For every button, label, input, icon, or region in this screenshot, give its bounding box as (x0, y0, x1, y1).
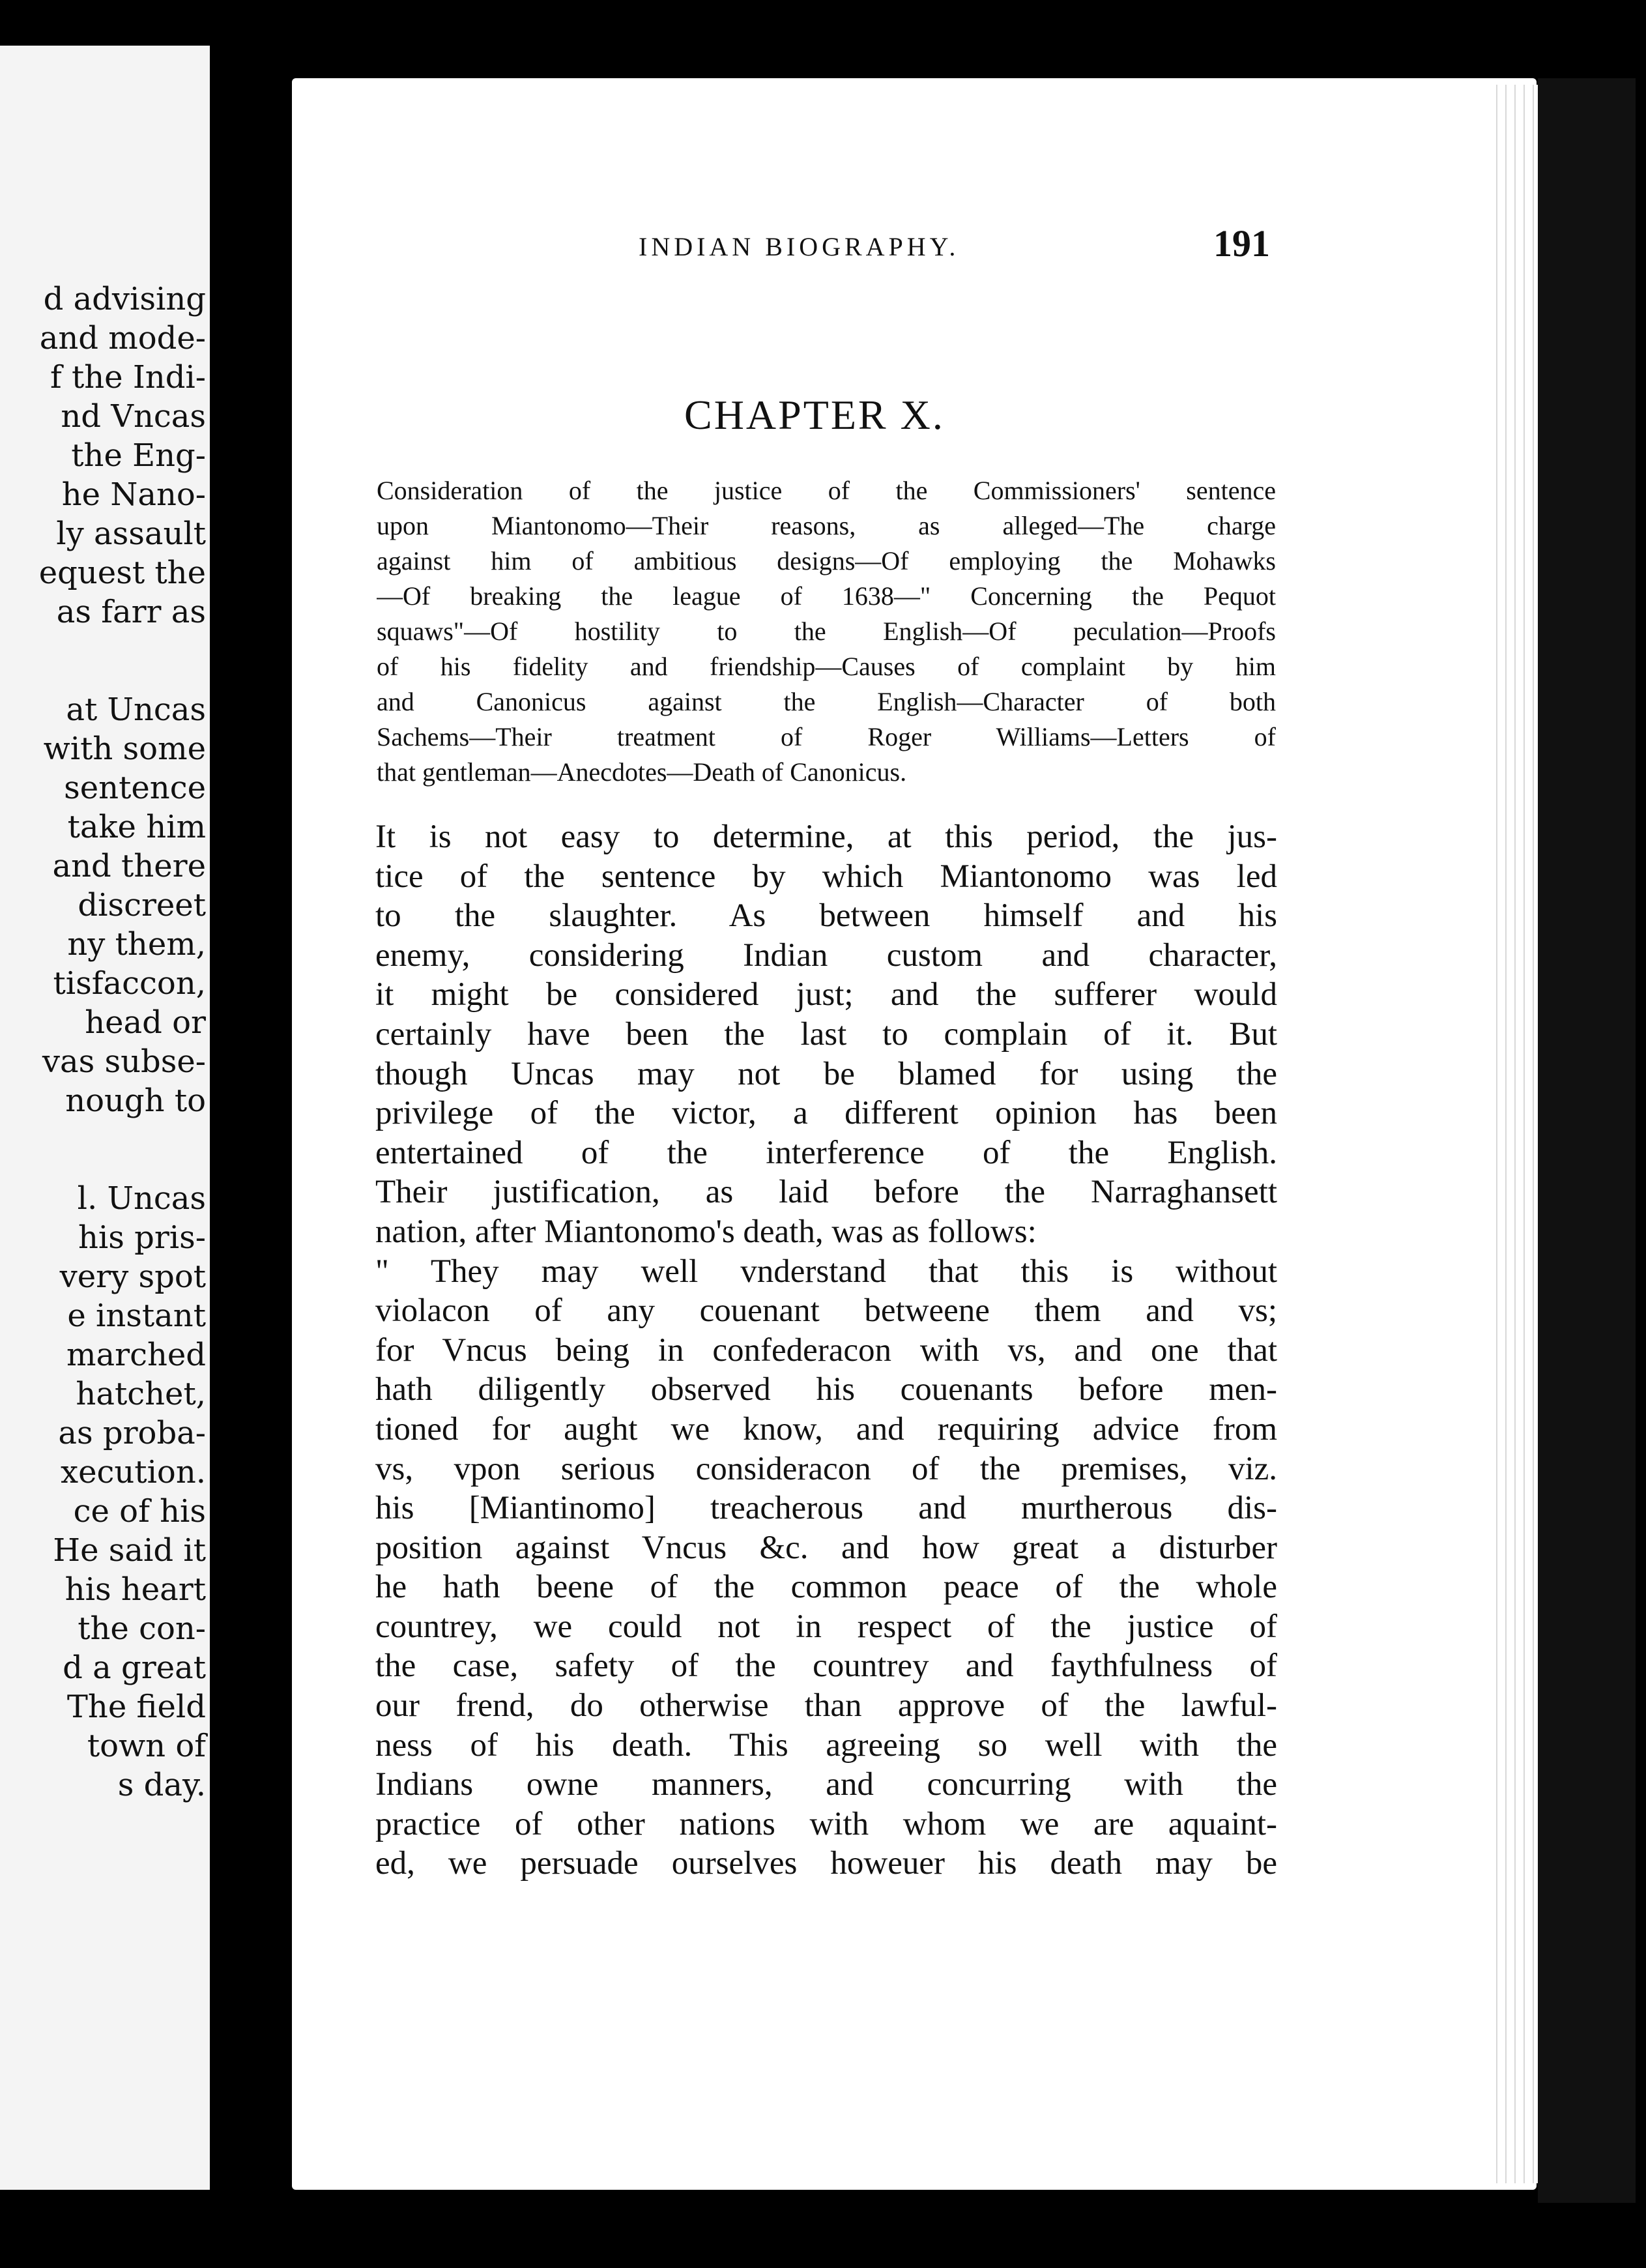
synopsis-line: that gentleman—Anecdotes—Death of Canonicus. (377, 757, 907, 787)
facing-page-line: xecution. (61, 1454, 206, 1490)
facing-page-line: d a great (63, 1650, 206, 1686)
body-line: his [Miantinomo] treacherous and murtherous dis- (375, 1490, 1277, 1527)
facing-page-line: e instant (67, 1298, 206, 1334)
body-text (375, 817, 1277, 1883)
facing-page-line: nough to (65, 1083, 206, 1119)
body-line: " They may well vnderstand that this is without (375, 1253, 1277, 1290)
facing-page-line: ce of his (73, 1493, 206, 1530)
synopsis-line: of his fidelity and friendship—Causes of complaint by him (377, 652, 1276, 681)
facing-page-line: the Eng- (71, 437, 206, 474)
chapter-title: CHAPTER X. (684, 392, 945, 438)
facing-page-line: at Uncas (66, 691, 206, 728)
body-line: Indians owne manners, and concurring with the (375, 1766, 1277, 1803)
facing-page-line: take him (67, 809, 206, 845)
facing-page-line: The field (66, 1689, 206, 1725)
facing-page-line: as proba- (58, 1415, 206, 1451)
body-line: our frend, do otherwise than approve of the lawful- (375, 1687, 1277, 1724)
facing-page-line: his heart (65, 1571, 206, 1608)
body-line: Their justification, as laid before the Narraghansett (375, 1174, 1277, 1211)
facing-page-line: sentence (64, 770, 206, 806)
body-line: countrey, we could not in respect of the justice of (375, 1608, 1277, 1645)
facing-page-line: equest the (38, 555, 206, 591)
facing-page-line: discreet (78, 887, 206, 923)
page-edge-texture (1492, 85, 1538, 2183)
chapter-synopsis (377, 473, 1276, 790)
facing-page-line: town of (87, 1728, 206, 1764)
synopsis-line: against him of ambitious designs—Of employing the Mohawks (377, 546, 1276, 575)
facing-page-line: marched (66, 1337, 206, 1373)
body-line: to the slaughter. As between himself and his (375, 897, 1277, 935)
body-line: It is not easy to determine, at this period, the jus- (375, 819, 1277, 855)
facing-page-line: tisfaccon, (53, 965, 206, 1002)
body-line: tioned for aught we know, and requiring advice from (375, 1410, 1277, 1447)
synopsis-line: squaws"—Of hostility to the English—Of peculation—Proofs (377, 617, 1276, 646)
facing-page-line: s day. (117, 1767, 206, 1803)
body-line: for Vncus being in confederacon with vs, and one that (375, 1331, 1277, 1369)
facing-page-line: as farr as (56, 594, 206, 630)
facing-page-line: vas subse- (42, 1043, 206, 1080)
synopsis-line: Consideration of the justice of the Commissioners' sentence (377, 476, 1276, 505)
body-line: privilege of the victor, a different opinion has been (375, 1095, 1277, 1132)
body-line: hath diligently observed his couenants before men- (375, 1371, 1277, 1408)
body-line: enemy, considering Indian custom and character, (375, 937, 1277, 974)
body-line: vs, vpon serious consideracon of the premises, viz. (375, 1450, 1277, 1487)
body-line: violacon of any couenant betweene them and vs; (375, 1292, 1277, 1330)
facing-page-line: d advising (43, 281, 206, 317)
facing-page-line: the con- (78, 1610, 206, 1647)
body-line: certainly have been the last to complain of it. But (375, 1015, 1277, 1053)
facing-page-line: l. Uncas (77, 1180, 206, 1217)
synopsis-line: upon Miantonomo—Their reasons, as alleged—The charge (377, 511, 1276, 540)
body-line: it might be considered just; and the sufferer would (375, 976, 1277, 1013)
body-line: the case, safety of the countrey and faythfulness of (375, 1648, 1277, 1685)
facing-page-line: and there (52, 848, 206, 884)
facing-page-line: hatchet, (76, 1376, 206, 1412)
facing-page-line: he Nano- (61, 476, 206, 513)
body-line: position against Vncus &c. and how great a disturber (375, 1529, 1277, 1566)
running-head: INDIAN BIOGRAPHY. (639, 232, 960, 261)
body-line: entertained of the interference of the English. (375, 1134, 1277, 1171)
book-binding (1538, 78, 1636, 2203)
body-line: ness of his death. This agreeing so well with the (375, 1726, 1277, 1764)
facing-page-line: ny them, (67, 926, 206, 963)
synopsis-line: —Of breaking the league of 1638—" Concerning the Pequot (377, 581, 1276, 611)
body-line: he hath beene of the common peace of the whole (375, 1569, 1277, 1606)
page-number: 191 (1213, 222, 1270, 265)
body-line: practice of other nations with whom we are aquaint- (375, 1805, 1277, 1842)
body-line: though Uncas may not be blamed for using the (375, 1055, 1277, 1092)
facing-page-left (0, 46, 210, 2190)
facing-page-line: and mode- (39, 320, 206, 356)
facing-page-line: very spot (59, 1258, 206, 1295)
facing-page-line: head or (85, 1004, 206, 1041)
facing-page-line: f the Indi- (50, 359, 206, 396)
facing-page-line: his pris- (78, 1219, 206, 1256)
facing-page-line: nd Vncas (61, 398, 206, 435)
synopsis-line: and Canonicus against the English—Character of both (377, 687, 1276, 716)
body-line: ed, we persuade ourselves howeuer his death may be (375, 1845, 1277, 1882)
body-line: tice of the sentence by which Miantonomo was led (375, 858, 1277, 895)
synopsis-line: Sachems—Their treatment of Roger Williams—Letters of (377, 722, 1276, 751)
body-line: nation, after Miantonomo's death, was as follows: (375, 1213, 1037, 1250)
facing-page-line: with some (43, 731, 206, 767)
facing-page-line: ly assault (56, 516, 206, 552)
facing-page-line: He said it (53, 1532, 206, 1569)
